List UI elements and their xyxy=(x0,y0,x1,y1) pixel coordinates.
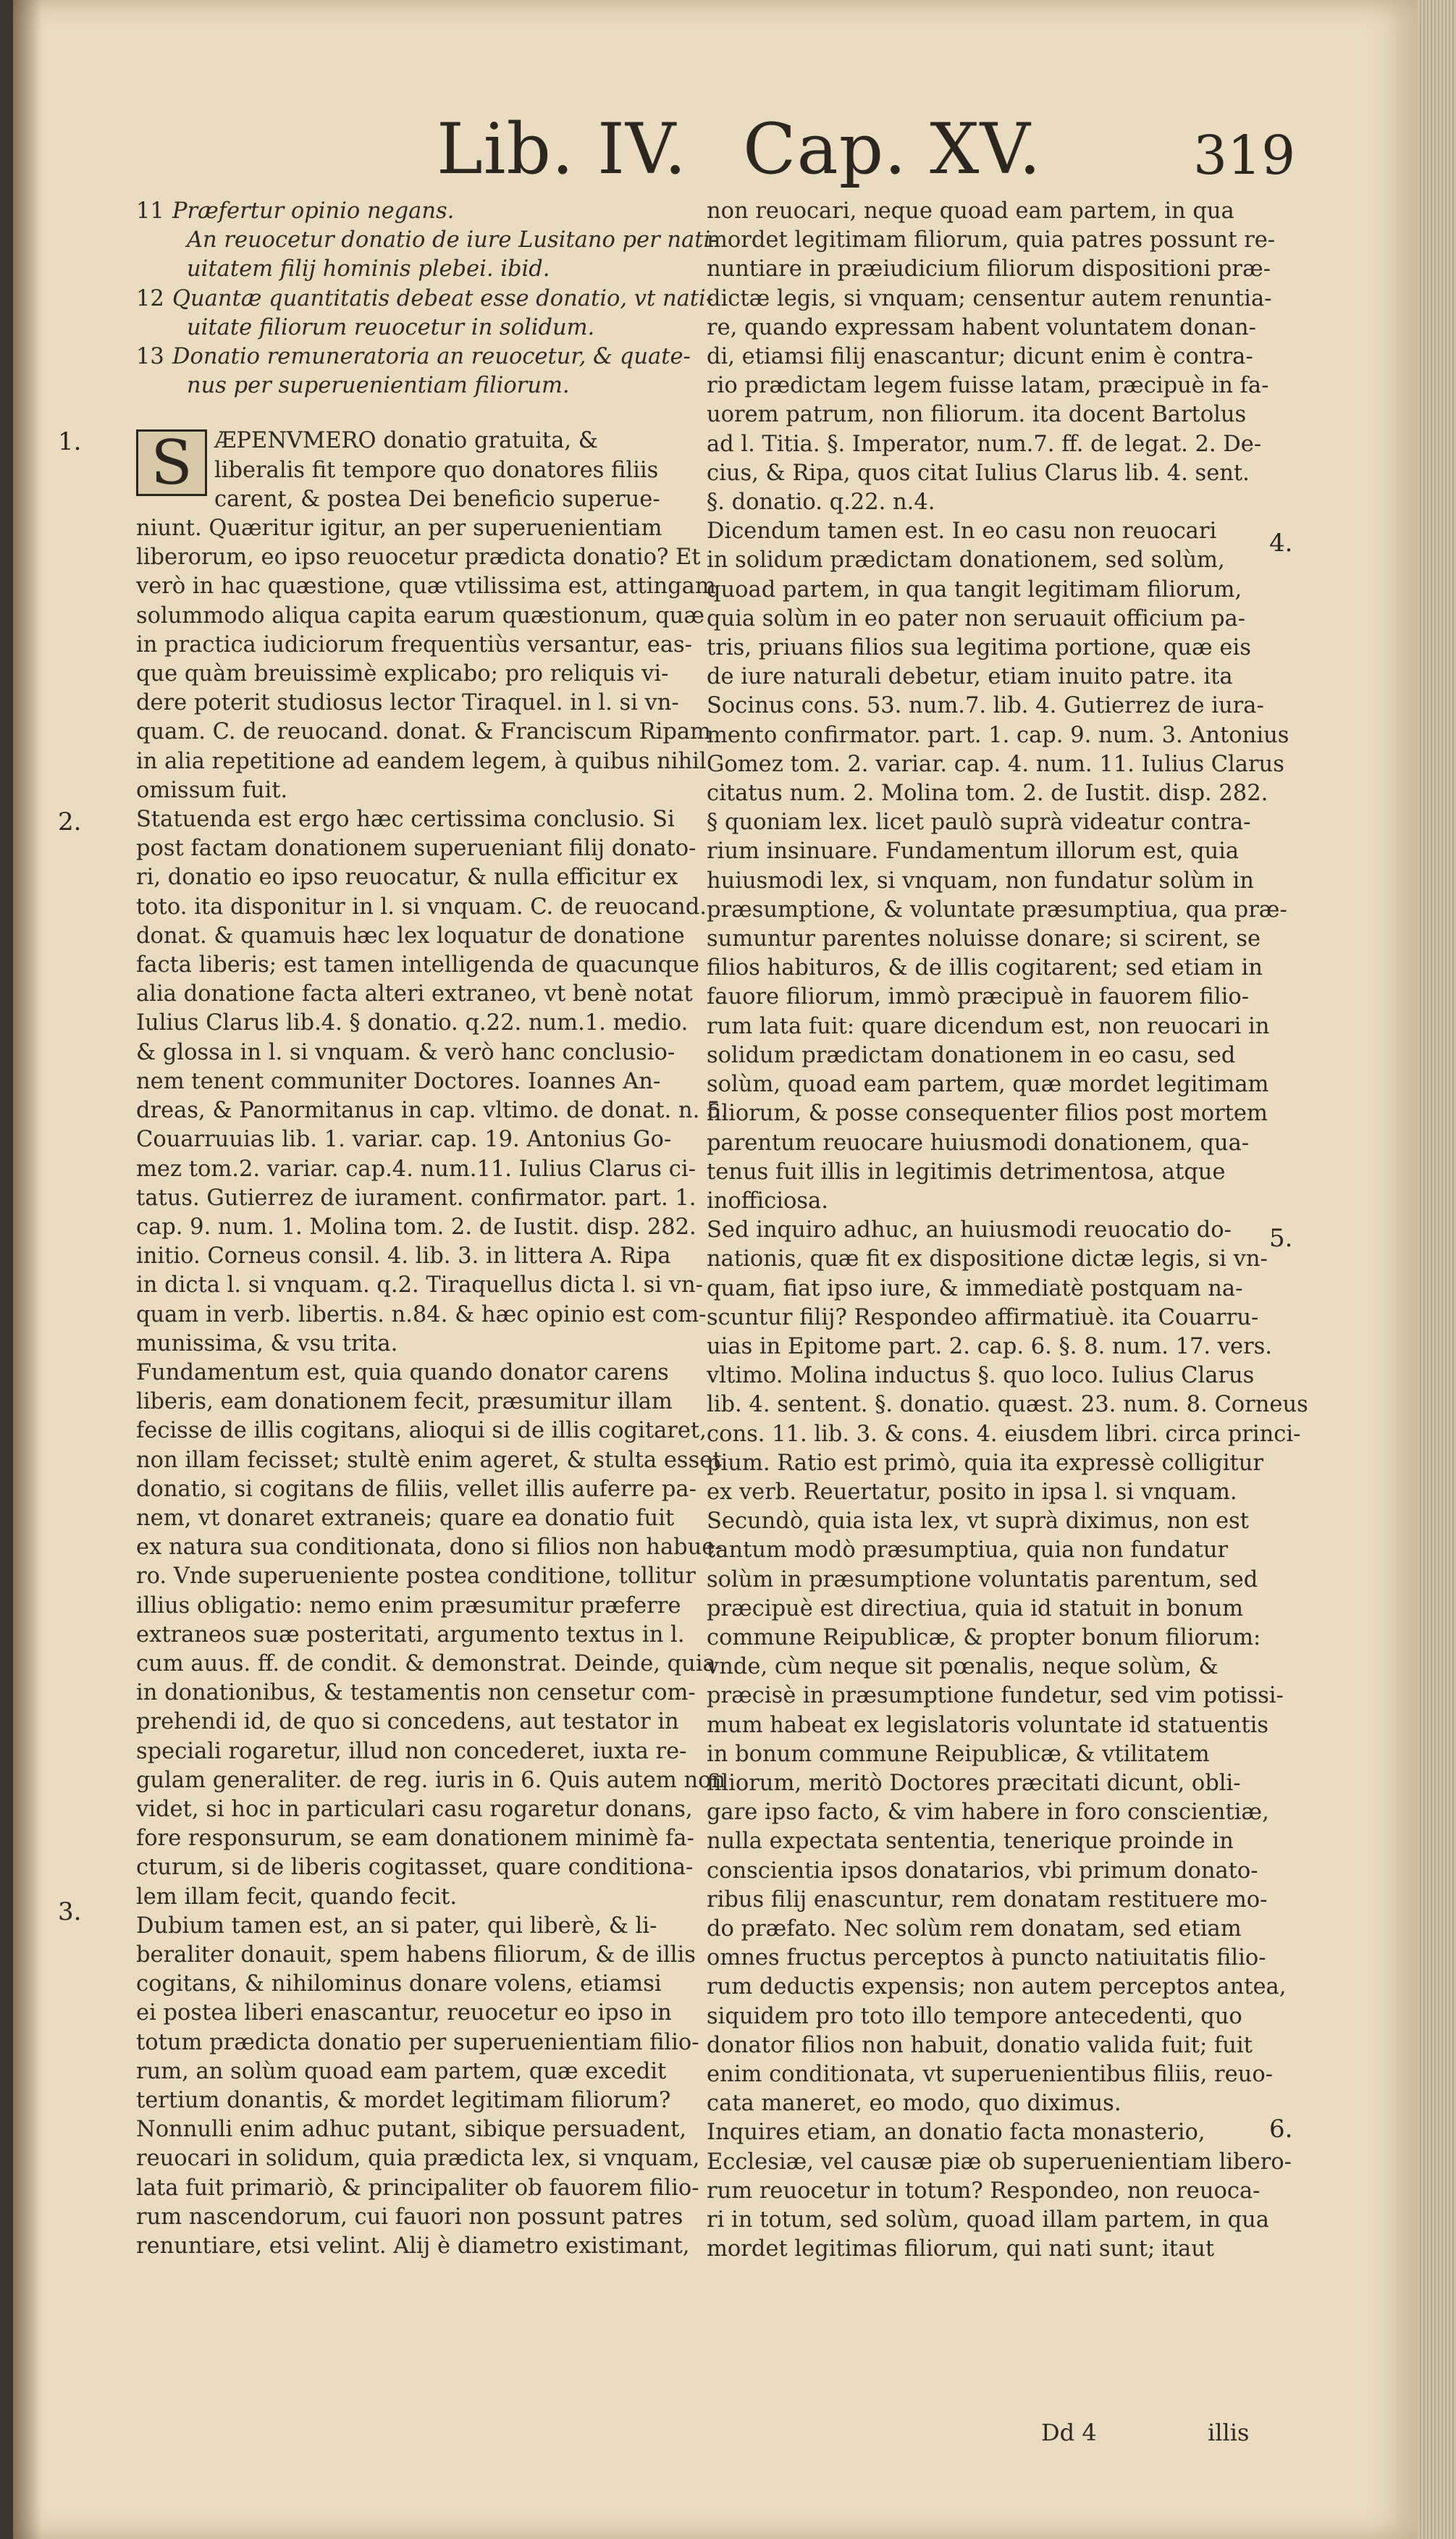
text-line: rum reuocetur in totum? Respondeo, non reuoca- xyxy=(707,2178,1261,2204)
text-line: Socinus cons. 53. num.7. lib. 4. Gutierrez de iura- xyxy=(707,693,1264,719)
text-line: & glossa in l. si vnquam. & verò hanc conclusio- xyxy=(136,1039,676,1065)
text-line: tatus. Gutierrez de iurament. confirmator. part. 1. xyxy=(136,1185,697,1211)
margin-number: 6. xyxy=(1269,2115,1293,2144)
text-line: cogitans, & nihilominus donare volens, etiamsi xyxy=(136,1971,662,1997)
text-line: liberorum, eo ipso reuocetur prædicta donatio? Et xyxy=(136,545,701,571)
text-line: omissum fuit. xyxy=(136,777,288,803)
margin-number: 5. xyxy=(1269,1224,1293,1253)
text-line: citatus num. 2. Molina tom. 2. de Iustit. disp. 282. xyxy=(707,781,1268,807)
text-line: liberis, eam donationem fecit, præsumitur illam xyxy=(136,1389,673,1415)
text-line: mordet legitimam filiorum, quia patres possunt re- xyxy=(707,227,1276,253)
text-line: pium. Ratio est primò, quia ita expressè colligitur xyxy=(707,1450,1263,1476)
text-line: parentum reuocare huiusmodi donationem, qua- xyxy=(707,1130,1250,1156)
summary-line: 12 Quantæ quantitatis debeat esse donatio, vt nati- xyxy=(136,285,714,311)
text-line: Inquires etiam, an donatio facta monasterio, xyxy=(707,2120,1205,2146)
text-line: commune Reipublicæ, & propter bonum filiorum: xyxy=(707,1624,1261,1650)
text-line: dere poterit studiosus lector Tiraquel. in l. si vn- xyxy=(136,690,679,716)
text-line: tris, priuans filios sua legitima portione, quæ eis xyxy=(707,635,1251,661)
margin-number: 2. xyxy=(58,807,82,836)
signature-mark: Dd 4 xyxy=(1041,2419,1097,2446)
text-line: donat. & quamuis hæc lex loquatur de donatione xyxy=(136,923,685,949)
text-line: illius obligatio: nemo enim præsumitur præferre xyxy=(136,1592,681,1619)
text-line: ÆPENVMERO donatio gratuita, & xyxy=(214,428,598,454)
text-line: mordet legitimas filiorum, qui nati sunt; itaut xyxy=(707,2236,1215,2262)
left-body-text xyxy=(136,427,728,2261)
text-line: in practica iudiciorum frequentiùs versantur, eas- xyxy=(136,631,692,658)
text-line: Ecclesiæ, vel causæ piæ ob superuenientiam libero- xyxy=(707,2149,1292,2175)
text-line: nulla expectata sententia, tenerique proinde in xyxy=(707,1829,1234,1855)
text-line: filios habituros, & de illis cogitarent; sed etiam in xyxy=(707,955,1263,981)
text-line: reuocari in solidum, quia prædicta lex, si vnquam, xyxy=(136,2146,700,2172)
summary-line: An reuocetur donatio de iure Lusitano per nati- xyxy=(187,227,718,253)
text-line: enim conditionata, vt superuenientibus filiis, reuo- xyxy=(707,2062,1273,2087)
text-line: nem, vt donaret extraneis; quare ea donatio fuit xyxy=(136,1505,675,1531)
text-line: niunt. Quæritur igitur, an per superuenientiam xyxy=(136,516,662,542)
header-chapter: Cap. XV. xyxy=(743,109,1042,190)
text-line: videt, si hoc in particulari casu rogaretur donans, xyxy=(136,1796,693,1822)
text-line: filiorum, & posse consequenter filios post mortem xyxy=(707,1101,1268,1127)
text-line: quoad partem, in qua tangit legitimam filiorum, xyxy=(707,576,1242,603)
chapter-summary xyxy=(136,197,718,400)
text-line: rio prædictam legem fuisse latam, præcipuè in fa- xyxy=(707,373,1269,399)
text-line: ro. Vnde superueniente postea conditione, tollitur xyxy=(136,1564,696,1590)
summary-line: uitatem filij hominis plebei. ibid. xyxy=(187,256,550,282)
text-line: fauore filiorum, immò præcipuè in fauorem filio- xyxy=(707,984,1250,1010)
text-line: solùm, quoad eam partem, quæ mordet legitimam xyxy=(707,1072,1269,1098)
text-line: re, quando expressam habent voluntatem donan- xyxy=(707,314,1256,340)
text-line: Fundamentum est, quia quando donator carens xyxy=(136,1359,669,1385)
text-line: solummodo aliqua capita earum quæstionum, quæ xyxy=(136,603,704,629)
summary-line: 11 Præfertur opinio negans. xyxy=(136,198,455,224)
text-line: quam. C. de reuocand. donat. & Franciscum Ripam xyxy=(136,719,711,745)
text-line: extraneos suæ posteritati, argumento textus in l. xyxy=(136,1621,685,1648)
text-line: præcipuè est directiua, quia id statuit in bonum xyxy=(707,1595,1244,1621)
text-line: Gomez tom. 2. variar. cap. 4. num. 11. Iulius Clarus xyxy=(707,751,1284,777)
text-line: Iulius Clarus lib.4. § donatio. q.22. num.1. medio. xyxy=(136,1010,689,1036)
text-line: rum nascendorum, cui fauori non possunt patres xyxy=(136,2204,683,2230)
page-edge xyxy=(1418,0,1456,2539)
text-line: nationis, quæ fit ex dispositione dictæ legis, si vn- xyxy=(707,1246,1268,1272)
text-line: quia solùm in eo pater non seruauit officium pa- xyxy=(707,605,1246,631)
text-line: scuntur filij? Respondeo affirmatiuè. ita Couarru- xyxy=(707,1304,1259,1330)
text-line: beraliter donauit, spem habens filiorum, & de illis xyxy=(136,1942,696,1968)
text-line: quam, fiat ipso iure, & immediatè postquam na- xyxy=(707,1275,1243,1301)
text-line: rum lata fuit: quare dicendum est, non reuocari in xyxy=(707,1013,1270,1039)
text-line: Nonnulli enim adhuc putant, sibique persuadent, xyxy=(136,2117,687,2143)
text-line: in alia repetitione ad eandem legem, à quibus nihil xyxy=(136,748,707,774)
text-line: donatio, si cogitans de filiis, vellet illis auferre pa- xyxy=(136,1476,697,1502)
text-line: renuntiare, etsi velint. Alij è diametro existimant, xyxy=(136,2233,690,2259)
text-line: ribus filij enascuntur, rem donatam restituere mo- xyxy=(707,1887,1268,1913)
running-header xyxy=(13,109,1418,196)
text-line: facta liberis; est tamen intelligenda de quacunque xyxy=(136,952,699,978)
text-line: in solidum prædictam donationem, sed solùm, xyxy=(707,547,1225,574)
text-line: lata fuit primariò, & principaliter ob fauorem filio- xyxy=(136,2175,699,2201)
text-line: rum, an solùm quoad eam partem, quæ excedit xyxy=(136,2058,667,2084)
text-line: uias in Epitome part. 2. cap. 6. §. 8. num. 17. vers. xyxy=(707,1333,1272,1359)
book-page xyxy=(13,0,1418,2539)
text-line: rium insinuare. Fundamentum illorum est, quia xyxy=(707,839,1240,865)
text-line: in bonum commune Reipublicæ, & vtilitatem xyxy=(707,1741,1210,1767)
text-line: ei postea liberi enascantur, reuocetur eo ipso in xyxy=(136,2000,672,2026)
text-line: cturum, si de liberis cogitasset, quare conditiona- xyxy=(136,1855,694,1881)
text-line: Dubium tamen est, an si pater, qui liberè, & li- xyxy=(136,1913,657,1939)
text-line: carent, & postea Dei beneficio superue- xyxy=(214,486,660,512)
text-line: Sed inquiro adhuc, an huiusmodi reuocatio do- xyxy=(707,1217,1232,1243)
page-number: 319 xyxy=(1193,125,1296,187)
text-line: vnde, cùm neque sit pœnalis, neque solùm, & xyxy=(707,1654,1219,1680)
text-line: vltimo. Molina inductus §. quo loco. Iulius Clarus xyxy=(707,1363,1255,1389)
text-line: lib. 4. sentent. §. donatio. quæst. 23. num. 8. Corneus xyxy=(707,1392,1308,1418)
text-line: Statuenda est ergo hæc certissima conclusio. Si xyxy=(136,807,675,833)
text-line: post factam donationem superueniant filij donato- xyxy=(136,836,697,862)
text-line: rum deductis expensis; non autem perceptos antea, xyxy=(707,1974,1287,2000)
text-line: §. donatio. q.22. n.4. xyxy=(707,490,935,516)
text-line: lem illam fecit, quando fecit. xyxy=(136,1884,458,1910)
drop-capital: S xyxy=(136,429,207,496)
summary-line: nus per superuenientiam filiorum. xyxy=(187,373,570,399)
spine-shadow xyxy=(13,0,42,2539)
text-line: in dicta l. si vnquam. q.2. Tiraquellus dicta l. si vn- xyxy=(136,1272,703,1298)
text-line: uorem patrum, non filiorum. ita docent Bartolus xyxy=(707,402,1247,428)
text-line: tertium donantis, & mordet legitimam filiorum? xyxy=(136,2088,671,2113)
text-line: prehendi id, de quo si concedens, aut testator in xyxy=(136,1709,679,1735)
header-book: Lib. IV. xyxy=(437,109,687,190)
text-line: dictæ legis, si vnquam; censentur autem renuntia- xyxy=(707,285,1272,311)
text-line: in donationibus, & testamentis non censetur com- xyxy=(136,1680,696,1706)
text-line: § quoniam lex. licet paulò suprà videatur contra- xyxy=(707,810,1251,836)
text-line: præsumptione, & voluntate præsumptiua, qua præ- xyxy=(707,897,1287,923)
text-line: gulam generaliter. de reg. iuris in 6. Quis autem non xyxy=(136,1767,726,1793)
text-line: munissima, & vsu trita. xyxy=(136,1330,398,1356)
text-line: Secundò, quia ista lex, vt suprà diximus, non est xyxy=(707,1508,1249,1535)
text-line: que quàm breuissimè explicabo; pro reliquis vi- xyxy=(136,661,669,687)
text-line: cap. 9. num. 1. Molina tom. 2. de Iustit. disp. 282. xyxy=(136,1214,697,1240)
margin-number: 1. xyxy=(58,427,82,456)
text-line: gare ipso facto, & vim habere in foro conscientiæ, xyxy=(707,1800,1269,1826)
text-line: omnes fructus perceptos à puncto natiuitatis filio- xyxy=(707,1945,1266,1971)
text-line: cata maneret, eo modo, quo diximus. xyxy=(707,2091,1122,2117)
text-line: ex natura sua conditionata, dono si filios non habue- xyxy=(136,1535,723,1561)
text-line: mento confirmator. part. 1. cap. 9. num. 3. Antonius xyxy=(707,722,1289,748)
text-line: cons. 11. lib. 3. & cons. 4. eiusdem libri. circa princi- xyxy=(707,1421,1301,1447)
text-line: initio. Corneus consil. 4. lib. 3. in littera A. Ripa xyxy=(136,1243,671,1270)
text-line: fore responsurum, se eam donationem minimè fa- xyxy=(136,1826,694,1852)
text-line: verò in hac quæstione, quæ vtilissima est, attingam xyxy=(136,574,716,600)
text-line: sumuntur parentes noluisse donare; si scirent, se xyxy=(707,926,1261,952)
text-line: siquidem pro toto illo tempore antecedenti, quo xyxy=(707,2003,1242,2029)
left-column xyxy=(136,197,728,2261)
text-line: donator filios non habuit, donatio valida fuit; fuit xyxy=(707,2032,1253,2058)
text-line: tantum modò præsumptiua, quia non fundatur xyxy=(707,1537,1229,1564)
text-line: Dicendum tamen est. In eo casu non reuocari xyxy=(707,519,1217,545)
text-line: Couarruuias lib. 1. variar. cap. 19. Antonius Go- xyxy=(136,1127,672,1153)
summary-line: uitate filiorum reuocetur in solidum. xyxy=(187,314,595,340)
catchword: illis xyxy=(1208,2419,1250,2446)
right-body-text xyxy=(707,197,1308,2264)
text-line: di, etiamsi filij enascantur; dicunt enim è contra- xyxy=(707,344,1253,370)
text-line: ex verb. Reuertatur, posito in ipsa l. si vnquam. xyxy=(707,1479,1237,1505)
text-line: speciali rogaretur, illud non concederet, iuxta re- xyxy=(136,1738,687,1764)
text-line: liberalis fit tempore quo donatores filiis xyxy=(214,457,659,483)
text-line: ri, donatio eo ipso reuocatur, & nulla efficitur ex xyxy=(136,865,678,891)
text-line: solidum prædictam donationem in eo casu, sed xyxy=(707,1042,1236,1068)
text-line: ad l. Titia. §. Imperator, num.7. ff. de legat. 2. De- xyxy=(707,431,1262,457)
margin-number: 3. xyxy=(58,1897,82,1926)
margin-number: 4. xyxy=(1269,529,1293,558)
text-line: nem tenent communiter Doctores. Ioannes An- xyxy=(136,1068,661,1094)
text-line: do præfato. Nec solùm rem donatam, sed etiam xyxy=(707,1915,1242,1942)
text-line: filiorum, meritò Doctores præcitati dicunt, obli- xyxy=(707,1770,1241,1796)
text-line: ri in totum, sed solùm, quoad illam partem, in qua xyxy=(707,2207,1269,2233)
text-line: toto. ita disponitur in l. si vnquam. C. de reuocand. xyxy=(136,894,707,920)
text-line: huiusmodi lex, si vnquam, non fundatur solùm in xyxy=(707,868,1254,894)
right-column xyxy=(707,197,1308,2264)
text-line: nuntiare in præiudicium filiorum dispositioni præ- xyxy=(707,256,1271,282)
text-line: dreas, & Panormitanus in cap. vltimo. de donat. n. 5. xyxy=(136,1098,728,1124)
text-line: quam in verb. libertis. n.84. & hæc opinio est com- xyxy=(136,1301,707,1327)
text-line: tenus fuit illis in legitimis detrimentosa, atque xyxy=(707,1159,1226,1185)
text-line: fecisse de illis cogitans, alioqui si de illis cogitaret, xyxy=(136,1418,707,1444)
text-line: de iure naturali debetur, etiam inuito patre. ita xyxy=(707,664,1233,690)
text-line: non illam fecisset; stultè enim ageret, & stulta esset xyxy=(136,1447,722,1473)
text-line: mez tom.2. variar. cap.4. num.11. Iulius Clarus ci- xyxy=(136,1156,696,1182)
text-line: solùm in præsumptione voluntatis parentum, sed xyxy=(707,1566,1258,1592)
text-line: mum habeat ex legislatoris voluntate id statuentis xyxy=(707,1712,1269,1738)
text-line: totum prædicta donatio per superuenientiam filio- xyxy=(136,2029,699,2055)
text-line: præcisè in præsumptione fundetur, sed vim potissi- xyxy=(707,1683,1284,1709)
summary-line: 13 Donatio remuneratoria an reuocetur, & quate- xyxy=(136,344,691,370)
text-line: inofficiosa. xyxy=(707,1188,828,1214)
text-line: cius, & Ripa, quos citat Iulius Clarus lib. 4. sent. xyxy=(707,460,1250,486)
text-line: non reuocari, neque quoad eam partem, in qua xyxy=(707,198,1234,224)
text-line: alia donatione facta alteri extraneo, vt benè notat xyxy=(136,981,693,1007)
text-line: cum auus. ff. de condit. & demonstrat. Deinde, quia xyxy=(136,1650,716,1676)
text-line: conscientia ipsos donatarios, vbi primum donato- xyxy=(707,1858,1258,1884)
